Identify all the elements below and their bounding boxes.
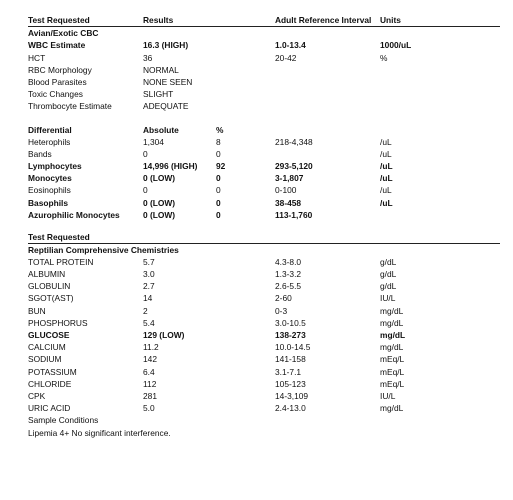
lab-report (28, 14, 500, 439)
reference-interval: 141-158 (275, 354, 306, 365)
table-row (28, 378, 500, 390)
unit: g/dL (380, 281, 397, 292)
table-row (28, 280, 500, 292)
cell-type: Basophils (28, 197, 69, 208)
reference-interval: 0-100 (275, 185, 297, 196)
table-row (28, 52, 500, 64)
reference-interval: 1.0-13.4 (275, 40, 306, 51)
table-row (28, 353, 500, 365)
section-title-cbc (28, 27, 500, 39)
test-name: GLUCOSE (28, 330, 70, 340)
cell-type: Heterophils (28, 136, 71, 147)
spacer (28, 113, 500, 124)
test-result: 36 (143, 52, 153, 63)
absolute-count: 0 (LOW) (143, 197, 176, 208)
unit: /uL (380, 173, 393, 184)
unit: mEq/L (380, 366, 405, 377)
test-name: POTASSIUM (28, 366, 77, 377)
chemistry-title: Reptilian Comprehensive Chemistries (28, 244, 179, 255)
test-result: 2.7 (143, 281, 155, 292)
header-units: Units (380, 15, 401, 25)
table-row (28, 184, 500, 196)
table-header-cbc (28, 14, 500, 27)
table-row (28, 209, 500, 221)
table-row (28, 39, 500, 51)
unit: IU/L (380, 293, 396, 304)
reference-interval: 3.1-7.1 (275, 366, 302, 377)
unit: g/dL (380, 269, 397, 280)
table-row (28, 402, 500, 414)
test-name: CALCIUM (28, 342, 66, 353)
table-row (28, 317, 500, 329)
test-name: BUN (28, 305, 46, 316)
percent-value: 0 (216, 185, 221, 196)
absolute-count: 1,304 (143, 136, 164, 147)
table-row (28, 172, 500, 184)
reference-interval: 0-3 (275, 305, 288, 316)
test-result: 112 (143, 378, 157, 389)
sample-conditions-label-row (28, 414, 500, 426)
unit: /uL (380, 197, 393, 208)
absolute-label: Absolute (143, 124, 179, 135)
reference-interval: 113-1,760 (275, 209, 313, 220)
table-row (28, 292, 500, 304)
test-name: RBC Morphology (28, 64, 92, 75)
unit: mg/dL (380, 330, 406, 340)
header-results: Results (143, 15, 174, 25)
percent-value: 8 (216, 136, 221, 147)
table-row (28, 88, 500, 100)
absolute-count: 0 (LOW) (143, 173, 176, 184)
header-test-requested: Test Requested (28, 15, 90, 25)
header-test-requested: Test Requested (28, 231, 90, 242)
header-reference-interval: Adult Reference Interval (275, 15, 372, 25)
unit: mg/dL (380, 305, 404, 316)
table-row (28, 268, 500, 280)
reference-interval: 3-1,807 (275, 173, 304, 184)
test-result: 11.2 (143, 342, 159, 353)
table-row (28, 256, 500, 268)
table-row (28, 136, 500, 148)
test-name: PHOSPHORUS (28, 317, 88, 328)
table-row (28, 197, 500, 209)
test-name: Toxic Changes (28, 89, 83, 100)
test-name: SODIUM (28, 354, 62, 365)
test-result: 3.0 (143, 269, 155, 280)
chemistry-results-list (28, 256, 500, 414)
section-title-chemistry (28, 244, 500, 256)
unit: g/dL (380, 256, 397, 267)
spacer (28, 221, 500, 231)
sample-conditions-text: Lipemia 4+ No significant interference. (28, 427, 171, 438)
test-name: ALBUMIN (28, 269, 66, 280)
reference-interval: 138-273 (275, 330, 306, 340)
test-name: Thrombocyte Estimate (28, 101, 112, 112)
test-result: SLIGHT (143, 89, 174, 100)
differential-results-list (28, 136, 500, 221)
test-name: TOTAL PROTEIN (28, 256, 94, 267)
cell-type: Bands (28, 148, 52, 159)
percent-value: 0 (216, 197, 221, 208)
unit: IU/L (380, 390, 396, 401)
test-name: CPK (28, 390, 46, 401)
differential-header (28, 124, 500, 136)
absolute-count: 0 (143, 148, 148, 159)
reference-interval: 2.4-13.0 (275, 403, 306, 414)
reference-interval: 20-42 (275, 52, 297, 63)
cell-type: Monocytes (28, 173, 72, 184)
reference-interval: 105-123 (275, 378, 306, 389)
table-row (28, 305, 500, 317)
reference-interval: 14-3,109 (275, 390, 309, 401)
reference-interval: 10.0-14.5 (275, 342, 311, 353)
percent-value: 0 (216, 209, 221, 220)
table-row (28, 76, 500, 88)
reference-interval: 38-458 (275, 197, 302, 208)
unit: /uL (380, 148, 392, 159)
cell-type: Eosinophils (28, 185, 71, 196)
reference-interval: 3.0-10.5 (275, 317, 306, 328)
percent-label: % (216, 124, 224, 135)
test-result: 14 (143, 293, 153, 304)
table-row (28, 329, 500, 341)
cbc-results-list (28, 39, 500, 112)
table-row (28, 341, 500, 353)
table-header-chemistry (28, 231, 500, 244)
reference-interval: 2-60 (275, 293, 292, 304)
test-result: NONE SEEN (143, 76, 193, 87)
test-result: 5.7 (143, 256, 155, 267)
test-name: GLOBULIN (28, 281, 71, 292)
percent-value: 92 (216, 161, 226, 172)
cbc-title: Avian/Exotic CBC (28, 28, 99, 39)
test-result: 129 (LOW) (143, 330, 185, 340)
reference-interval: 1.3-3.2 (275, 269, 302, 280)
test-result: 16.3 (HIGH) (143, 40, 189, 51)
test-name: Blood Parasites (28, 76, 87, 87)
unit: % (380, 52, 388, 63)
test-name: CHLORIDE (28, 378, 72, 389)
cell-type: Azurophilic Monocytes (28, 209, 120, 220)
test-result: 281 (143, 390, 157, 401)
test-result: 5.4 (143, 317, 155, 328)
test-name: HCT (28, 52, 46, 63)
sample-conditions-text-row (28, 427, 500, 439)
reference-interval: 2.6-5.5 (275, 281, 302, 292)
unit: /uL (380, 185, 392, 196)
table-row (28, 390, 500, 402)
table-row (28, 100, 500, 112)
reference-interval: 4.3-8.0 (275, 256, 302, 267)
sample-conditions-label: Sample Conditions (28, 415, 99, 426)
unit: mEq/L (380, 378, 405, 389)
reference-interval: 293-5,120 (275, 161, 313, 172)
unit: mg/dL (380, 403, 404, 414)
differential-title: Differential (28, 124, 72, 135)
reference-interval: 218-4,348 (275, 136, 313, 147)
table-row (28, 160, 500, 172)
unit: mg/dL (380, 342, 404, 353)
test-result: 2 (143, 305, 148, 316)
absolute-count: 14,996 (HIGH) (143, 161, 198, 172)
absolute-count: 0 (LOW) (143, 209, 176, 220)
test-result: ADEQUATE (143, 101, 189, 112)
absolute-count: 0 (143, 185, 148, 196)
unit: /uL (380, 161, 393, 172)
percent-value: 0 (216, 148, 221, 159)
unit: 1000/uL (380, 40, 412, 51)
table-row (28, 366, 500, 378)
percent-value: 0 (216, 173, 221, 184)
test-result: NORMAL (143, 64, 179, 75)
table-row (28, 64, 500, 76)
table-row (28, 148, 500, 160)
unit: mg/dL (380, 317, 404, 328)
test-result: 142 (143, 354, 157, 365)
test-result: 5.0 (143, 403, 155, 414)
unit: /uL (380, 136, 392, 147)
cell-type: Lymphocytes (28, 161, 82, 172)
unit: mEq/L (380, 354, 405, 365)
test-result: 6.4 (143, 366, 155, 377)
test-name: SGOT(AST) (28, 293, 74, 304)
test-name: URIC ACID (28, 403, 71, 414)
test-name: WBC Estimate (28, 40, 86, 51)
